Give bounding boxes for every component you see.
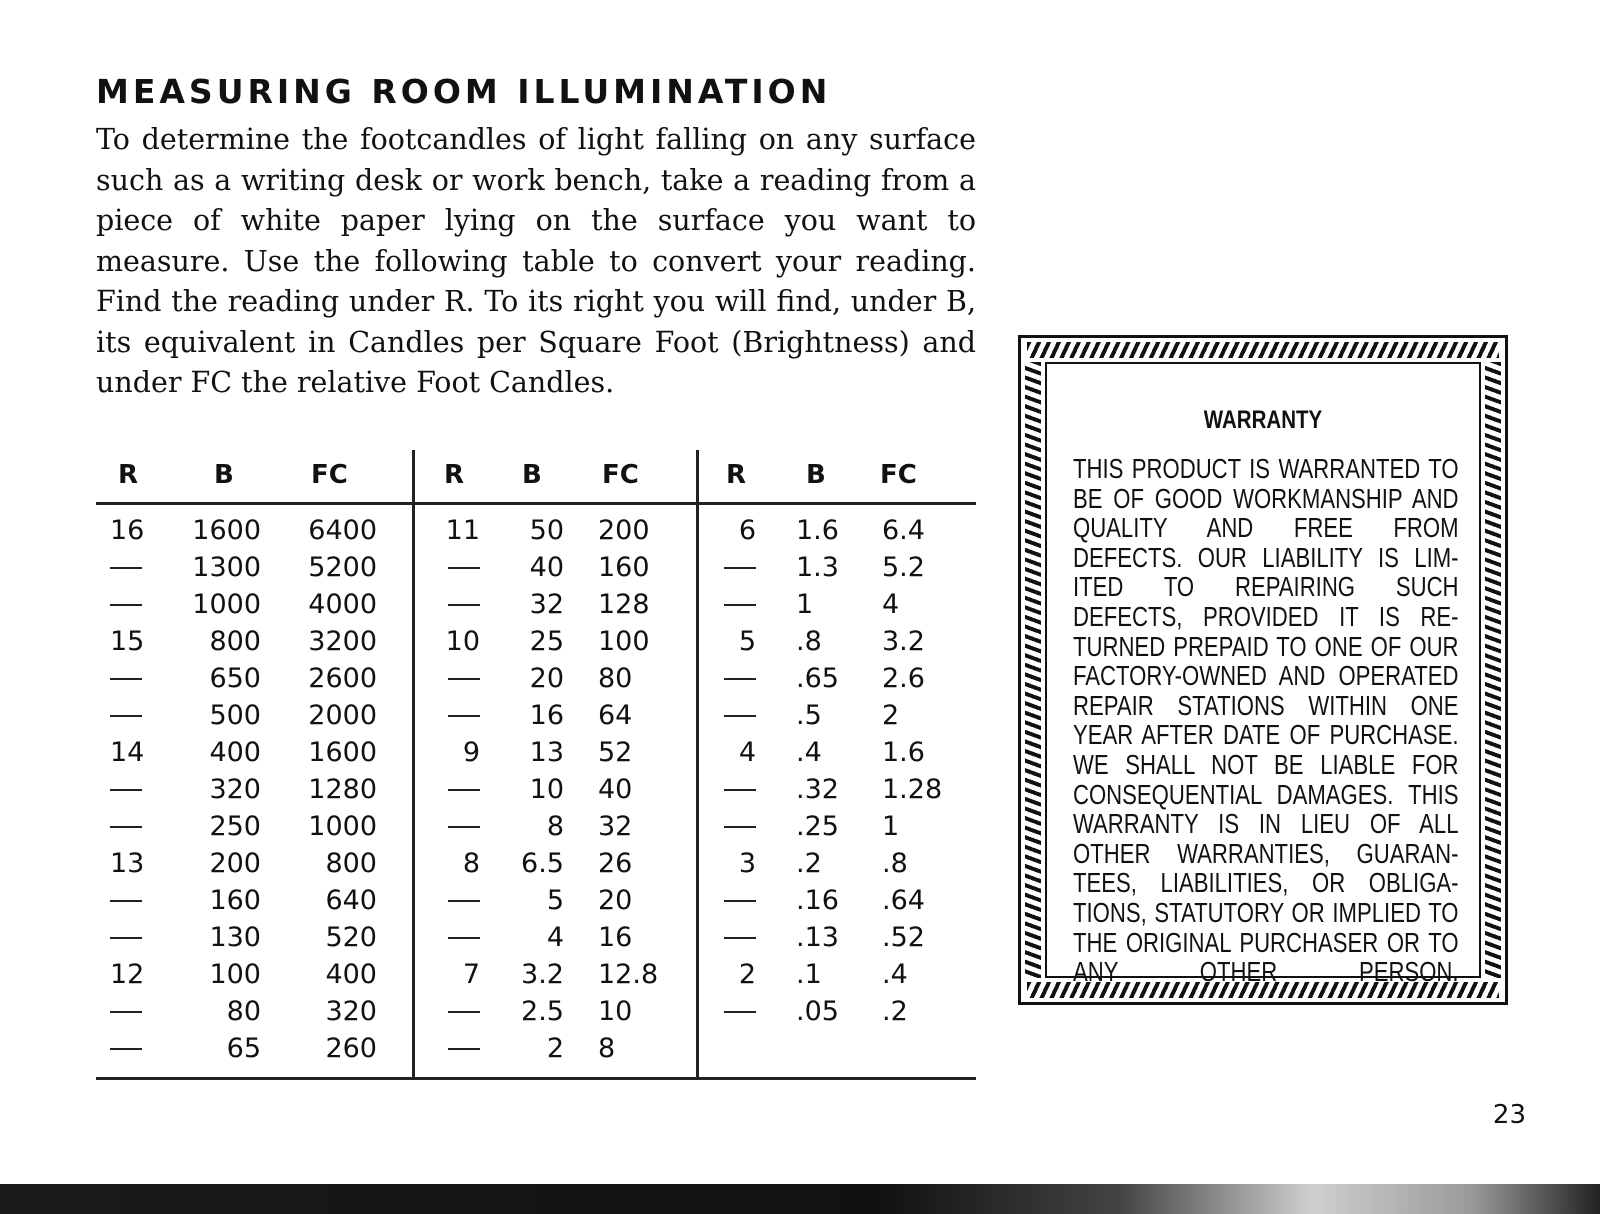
cell-r-3 [716,993,756,1030]
cell-r-2: 11 [445,515,480,546]
header-fc-2: FC [602,460,639,490]
cell-fc-2: 80 [598,663,633,694]
cell-fc-1: 640 [325,885,377,916]
cell-fc-2: 128 [598,589,650,620]
cell-fc-2: 64 [598,700,633,731]
cell-fc-1: 400 [325,959,377,990]
cell-r-1 [110,549,150,586]
cell-fc-2: 40 [598,774,633,805]
header-r-3: R [726,460,747,490]
dash-mark [724,826,756,828]
cell-r-2 [432,549,480,586]
cell-fc-3: .8 [882,848,908,879]
table-row [96,697,976,734]
table-row [96,845,976,882]
header-b-1: B [214,460,234,490]
cell-fc-2: 32 [598,811,633,842]
page-heading: MEASURING ROOM ILLUMINATION [96,72,832,111]
warranty-box [1018,335,1508,1005]
page-edge-shadow [0,1184,1600,1214]
table-row [96,549,976,586]
cell-fc-3: 1 [882,811,900,842]
cell-fc-1: 320 [325,996,377,1027]
cell-fc-3: 1.6 [882,737,925,768]
cell-r-3: 4 [738,737,756,768]
conversion-table [96,450,976,1080]
cell-b-2: 4 [546,922,564,953]
dash-mark [724,604,756,606]
cell-r-2: 9 [462,737,480,768]
intro-paragraph: To determine the footcandles of light falling on any surface such as a writing desk or work bench, take a reading from a piece of white paper lying on the surface you want to measure. Use the following table to convert your reading. Find the reading under R. To its right you will find, under B, its equivalent in Candles per Square Foot (Brightness) and under FC the relative Foot Candles. [96,123,976,399]
cell-fc-3: .2 [882,996,908,1027]
cell-r-3 [716,549,756,586]
dash-mark [110,789,142,791]
cell-r-2 [432,1030,480,1067]
dash-mark [110,678,142,680]
header-b-3: B [806,460,826,490]
cell-fc-2: 52 [598,737,633,768]
cell-b-3: .5 [796,700,822,731]
cell-b-1: 160 [209,885,261,916]
cell-b-2: 6.5 [521,848,564,879]
page-number: 23 [1492,1100,1526,1130]
cell-r-1 [110,808,150,845]
dash-mark [110,937,142,939]
cell-b-1: 650 [209,663,261,694]
cell-fc-1: 1280 [308,774,377,805]
dash-mark [110,604,142,606]
cell-b-3: .2 [796,848,822,879]
table-row [96,993,976,1030]
cell-fc-3: .52 [882,922,925,953]
cell-fc-3: 1.28 [882,774,943,805]
cell-b-2: 20 [529,663,564,694]
cell-r-3 [716,660,756,697]
cell-r-2 [432,993,480,1030]
cell-fc-2: 100 [598,626,650,657]
header-r-2: R [444,460,465,490]
cell-r-2 [432,919,480,956]
table-row [96,623,976,660]
cell-fc-3: 5.2 [882,552,925,583]
cell-fc-1: 6400 [308,515,377,546]
dash-mark [110,900,142,902]
cell-fc-1: 4000 [308,589,377,620]
warranty-border-top [1027,342,1499,358]
cell-r-3 [716,919,756,956]
cell-fc-2: 26 [598,848,633,879]
header-rule [96,502,976,505]
cell-r-2 [432,660,480,697]
dash-mark [724,1011,756,1013]
cell-r-3 [716,586,756,623]
cell-r-1 [110,919,150,956]
dash-mark [448,678,480,680]
table-row [96,956,976,993]
cell-fc-2: 12.8 [598,959,659,990]
cell-b-2: 2.5 [521,996,564,1027]
header-fc-3: FC [880,460,917,490]
cell-fc-2: 160 [598,552,650,583]
cell-fc-1: 800 [325,848,377,879]
dash-mark [110,826,142,828]
dash-mark [110,1048,142,1050]
cell-fc-1: 2600 [308,663,377,694]
cell-fc-1: 2000 [308,700,377,731]
cell-fc-3: 6.4 [882,515,925,546]
cell-b-1: 250 [209,811,261,842]
dash-mark [724,715,756,717]
table-row [96,771,976,808]
table-header-row [96,450,976,506]
cell-b-2: 8 [546,811,564,842]
cell-b-2: 13 [529,737,564,768]
cell-r-2 [432,586,480,623]
warranty-body: THIS PRODUCT IS WARRANTED TO BE OF GOOD WORKMANSHIP AND QUALITY AND FREE FROM DEFECTS. OUR LIABILITY IS LIM-ITED TO REPAIRING SUCH DEFECTS, PROVIDED IT IS RE-TURNED PREPAID TO ONE OF OUR FACTORY-OWNED AND OPERATED REPAIR STATIONS WITHIN ONE YEAR AFTER DATE OF PURCHASE. WE SHALL NOT BE LIABLE FOR CONSEQUENTIAL DAMAGES. THIS WARRANTY IS IN LIEU OF ALL OTHER WARRANTIES, GUARAN-TEES, LIABILITIES, OR OBLIGA-TIONS, STATUTORY OR IMPLIED TO THE ORIGINAL PURCHASER OR TO ANY OTHER PERSON. [1073,453,1459,988]
cell-r-1 [110,586,150,623]
dash-mark [448,1011,480,1013]
cell-fc-3: 2 [882,700,900,731]
cell-b-1: 65 [226,1033,261,1064]
cell-b-3: .4 [796,737,822,768]
cell-r-2 [432,697,480,734]
cell-fc-1: 260 [325,1033,377,1064]
cell-r-1: 16 [110,515,145,546]
cell-b-2: 10 [529,774,564,805]
cell-b-2: 16 [529,700,564,731]
cell-b-3: .1 [796,959,822,990]
cell-b-1: 1600 [192,515,261,546]
cell-r-1: 13 [110,848,145,879]
cell-b-1: 100 [209,959,261,990]
cell-b-1: 320 [209,774,261,805]
cell-r-1 [110,993,150,1030]
cell-b-2: 40 [529,552,564,583]
cell-fc-3: 4 [882,589,900,620]
header-r-1: R [118,460,139,490]
cell-b-1: 800 [209,626,261,657]
cell-fc-3: .4 [882,959,908,990]
dash-mark [448,789,480,791]
cell-fc-2: 20 [598,885,633,916]
cell-b-3: .05 [796,996,839,1027]
dash-mark [448,900,480,902]
cell-b-1: 500 [209,700,261,731]
cell-r-3: 2 [738,959,756,990]
cell-r-3: 3 [738,848,756,879]
cell-r-2 [432,808,480,845]
bottom-rule [96,1077,976,1080]
table-row [96,660,976,697]
warranty-border-right [1485,362,1501,978]
cell-b-3: 1.6 [796,515,839,546]
cell-r-1 [110,660,150,697]
cell-fc-1: 1000 [308,811,377,842]
cell-r-2: 7 [462,959,480,990]
dash-mark [110,715,142,717]
cell-fc-3: 2.6 [882,663,925,694]
cell-b-3: .25 [796,811,839,842]
cell-fc-3: 3.2 [882,626,925,657]
cell-b-2: 5 [546,885,564,916]
cell-r-2: 8 [462,848,480,879]
cell-b-3: .16 [796,885,839,916]
dash-mark [448,604,480,606]
dash-mark [110,1011,142,1013]
warranty-title: WARRANTY [1203,406,1323,434]
cell-fc-2: 8 [598,1033,616,1064]
table-row [96,512,976,549]
cell-r-1: 15 [110,626,145,657]
cell-b-1: 1000 [192,589,261,620]
cell-b-2: 25 [529,626,564,657]
cell-b-2: 2 [546,1033,564,1064]
dash-mark [448,567,480,569]
cell-r-1: 14 [110,737,145,768]
cell-b-2: 3.2 [521,959,564,990]
cell-r-3 [716,697,756,734]
table-row [96,586,976,623]
cell-r-1 [110,882,150,919]
cell-b-1: 200 [209,848,261,879]
dash-mark [110,567,142,569]
cell-b-1: 130 [209,922,261,953]
cell-b-3: .32 [796,774,839,805]
dash-mark [724,789,756,791]
cell-b-3: 1 [796,589,814,620]
table-body [96,512,976,1067]
table-row [96,919,976,956]
cell-fc-1: 520 [325,922,377,953]
cell-b-3: .13 [796,922,839,953]
dash-mark [448,937,480,939]
cell-b-1: 1300 [192,552,261,583]
header-fc-1: FC [311,460,348,490]
dash-mark [448,1048,480,1050]
dash-mark [724,567,756,569]
cell-r-1: 12 [110,959,145,990]
cell-r-3: 5 [738,626,756,657]
cell-b-2: 50 [529,515,564,546]
cell-b-2: 32 [529,589,564,620]
table-row [96,882,976,919]
cell-r-2 [432,882,480,919]
cell-r-2 [432,771,480,808]
cell-b-3: .8 [796,626,822,657]
cell-fc-3: .64 [882,885,925,916]
cell-fc-1: 3200 [308,626,377,657]
cell-b-1: 400 [209,737,261,768]
table-row [96,734,976,771]
cell-r-3 [716,771,756,808]
cell-r-2: 10 [445,626,480,657]
table-row [96,1030,976,1067]
cell-r-3: 6 [738,515,756,546]
dash-mark [724,678,756,680]
warranty-border-left [1025,362,1041,978]
cell-fc-2: 200 [598,515,650,546]
cell-b-1: 80 [226,996,261,1027]
cell-r-1 [110,771,150,808]
cell-r-1 [110,1030,150,1067]
cell-fc-2: 16 [598,922,633,953]
table-row [96,808,976,845]
dash-mark [448,826,480,828]
cell-fc-1: 5200 [308,552,377,583]
cell-fc-2: 10 [598,996,633,1027]
dash-mark [724,937,756,939]
cell-r-3 [716,808,756,845]
dash-mark [724,900,756,902]
cell-fc-1: 1600 [308,737,377,768]
cell-b-3: 1.3 [796,552,839,583]
warranty-panel [1045,362,1481,988]
cell-b-3: .65 [796,663,839,694]
header-b-2: B [522,460,542,490]
cell-r-3 [716,882,756,919]
cell-r-1 [110,697,150,734]
dash-mark [448,715,480,717]
